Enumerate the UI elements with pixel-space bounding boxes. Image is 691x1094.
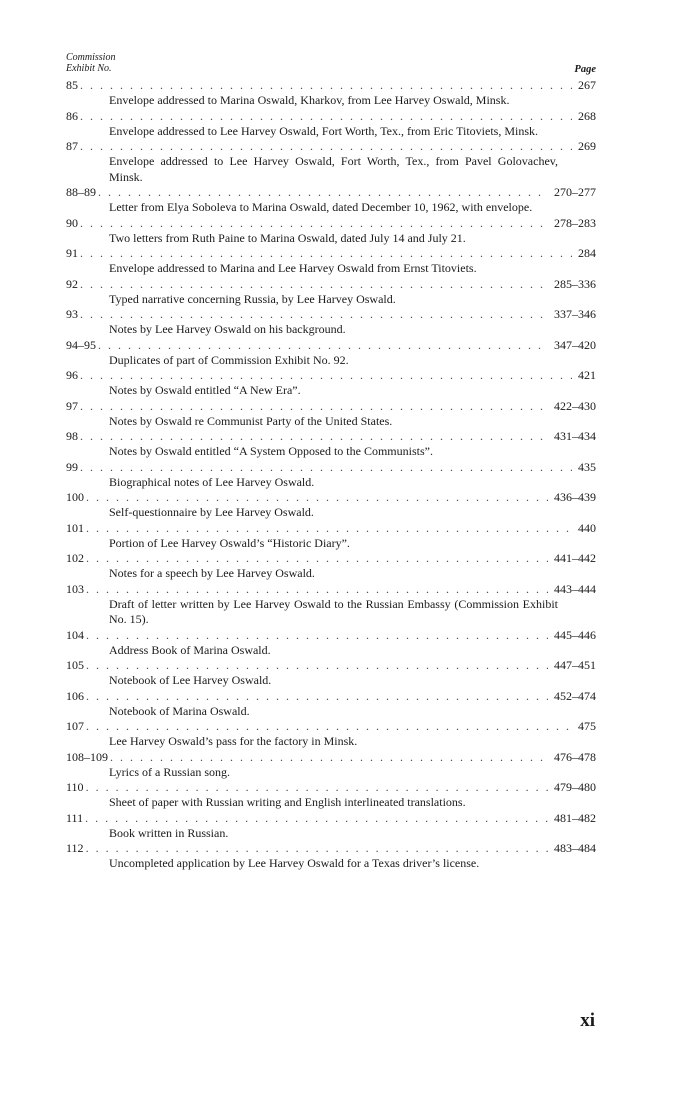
exhibit-number: 85 [66, 78, 78, 92]
exhibit-number: 99 [66, 459, 78, 474]
exhibit-leader-line [66, 185, 596, 200]
exhibit-description: Two letters from Ruth Paine to Marina Oswald, dated July 14 and July 21. [109, 230, 466, 245]
exhibit-number: 91 [66, 246, 78, 260]
dot-leader [86, 841, 548, 856]
dot-leader [80, 460, 572, 475]
exhibit-number: 111 [66, 810, 84, 825]
exhibit-leader-line [66, 811, 596, 826]
exhibit-leader-line [66, 551, 596, 566]
exhibit-description: Envelope addressed to Marina Oswald, Kharkov, from Lee Harvey Oswald, Minsk. [109, 93, 510, 107]
exhibit-entry [66, 307, 596, 338]
exhibit-leader-line [66, 338, 596, 353]
dot-leader [80, 307, 548, 322]
dot-leader [80, 216, 548, 231]
dot-leader [86, 658, 548, 673]
exhibit-leader-line [66, 841, 596, 856]
dot-leader [86, 780, 548, 795]
exhibit-number: 106 [66, 688, 84, 703]
exhibit-entry [66, 338, 596, 369]
dot-leader [80, 78, 572, 93]
exhibit-description: Biographical notes of Lee Harvey Oswald. [109, 474, 315, 489]
page-range: 435 [578, 459, 596, 474]
exhibit-leader-line [66, 490, 596, 505]
exhibit-number: 107 [66, 719, 84, 733]
exhibit-entry [66, 460, 596, 491]
exhibit-number: 93 [66, 307, 78, 321]
dot-leader [86, 582, 548, 597]
exhibit-number: 100 [66, 490, 84, 504]
dot-leader [80, 368, 572, 383]
page-range: 285–336 [554, 276, 596, 291]
exhibit-column-heading [66, 52, 115, 74]
exhibit-description: Sheet of paper with Russian writing and English interlineated translations. [109, 795, 466, 809]
exhibit-description: Address Book of Marina Oswald. [109, 642, 271, 657]
page-range: 270–277 [554, 185, 596, 199]
exhibit-entry [66, 399, 596, 430]
page-range: 481–482 [554, 810, 596, 825]
dot-leader [86, 719, 572, 734]
exhibit-leader-line [66, 582, 596, 597]
page-range: 440 [578, 520, 596, 535]
exhibit-description: Typed narrative concerning Russia, by Lee Harvey Oswald. [109, 291, 396, 306]
exhibit-entry [66, 689, 596, 720]
exhibit-leader-line [66, 521, 596, 536]
exhibit-entry [66, 780, 596, 811]
exhibit-number: 86 [66, 108, 78, 123]
dot-leader [86, 551, 548, 566]
dot-leader [80, 246, 572, 261]
dot-leader [80, 429, 548, 444]
exhibit-number: 112 [66, 841, 84, 855]
exhibit-entry [66, 551, 596, 582]
exhibit-entry [66, 368, 596, 399]
exhibit-number: 87 [66, 139, 78, 153]
exhibit-entry [66, 277, 596, 308]
exhibit-number: 108–109 [66, 749, 108, 764]
exhibit-number: 96 [66, 368, 78, 382]
page-range: 268 [578, 108, 596, 123]
exhibit-entry [66, 185, 596, 216]
exhibit-entry [66, 78, 596, 109]
page-range: 436–439 [554, 490, 596, 504]
exhibit-leader-line [66, 429, 596, 444]
exhibit-description: Notes for a speech by Lee Harvey Oswald. [109, 566, 315, 580]
exhibit-description: Lee Harvey Oswald’s pass for the factory in Minsk. [109, 734, 358, 748]
dot-leader [85, 811, 548, 826]
exhibit-entry [66, 139, 596, 185]
exhibit-entry [66, 841, 596, 872]
heading-line-commission: Commission [66, 52, 116, 63]
exhibit-description: Notes by Lee Harvey Oswald on his background. [109, 322, 346, 336]
exhibit-leader-line [66, 658, 596, 673]
page-range: 441–442 [554, 551, 596, 565]
dot-leader [98, 185, 548, 200]
page-range: 421 [578, 368, 596, 382]
exhibit-description: Notes by Oswald re Communist Party of the United States. [109, 413, 393, 428]
exhibit-entry [66, 109, 596, 140]
exhibit-leader-line [66, 139, 596, 154]
exhibit-entry [66, 750, 596, 781]
exhibit-leader-line [66, 460, 596, 475]
dot-leader [86, 628, 548, 643]
exhibit-description: Notes by Oswald entitled “A New Era”. [109, 383, 301, 397]
page-range: 443–444 [554, 581, 596, 596]
exhibit-leader-line [66, 246, 596, 261]
exhibit-description: Letter from Elya Soboleva to Marina Oswald, dated December 10, 1962, with envelope. [109, 200, 533, 214]
exhibit-number: 97 [66, 398, 78, 413]
page-range: 476–478 [554, 749, 596, 764]
exhibit-number: 90 [66, 215, 78, 230]
exhibit-entry [66, 246, 596, 277]
page-range: 284 [578, 246, 596, 260]
exhibit-leader-line [66, 216, 596, 231]
exhibit-number: 102 [66, 551, 84, 565]
dot-leader [80, 277, 548, 292]
exhibit-description: Lyrics of a Russian song. [109, 764, 230, 779]
exhibit-entry [66, 521, 596, 552]
exhibit-leader-line [66, 719, 596, 734]
exhibit-entry [66, 658, 596, 689]
exhibit-number: 98 [66, 429, 78, 443]
dot-leader [80, 109, 572, 124]
exhibit-description: Duplicates of part of Commission Exhibit No. 92. [109, 352, 349, 367]
exhibit-entry [66, 628, 596, 659]
exhibit-number: 92 [66, 276, 78, 291]
exhibit-leader-line [66, 780, 596, 795]
exhibit-leader-line [66, 277, 596, 292]
exhibit-description: Notes by Oswald entitled “A System Opposed to the Communists”. [109, 444, 433, 458]
exhibit-description: Book written in Russian. [109, 825, 229, 840]
exhibit-leader-line [66, 628, 596, 643]
page-range: 278–283 [554, 215, 596, 230]
page-range: 431–434 [554, 429, 596, 443]
exhibit-leader-line [66, 78, 596, 93]
page-range: 267 [578, 78, 596, 92]
exhibit-number: 94–95 [66, 337, 96, 352]
exhibit-leader-line [66, 368, 596, 383]
exhibit-number: 110 [66, 780, 84, 794]
exhibit-number: 105 [66, 658, 84, 672]
dot-leader [86, 490, 548, 505]
exhibit-entry [66, 216, 596, 247]
exhibit-number: 103 [66, 581, 84, 596]
exhibit-description: Notebook of Lee Harvey Oswald. [109, 673, 272, 687]
dot-leader [80, 139, 572, 154]
exhibit-entry [66, 490, 596, 521]
exhibit-description: Portion of Lee Harvey Oswald’s “Historic Diary”. [109, 535, 350, 550]
page-range: 347–420 [554, 337, 596, 352]
exhibit-description: Self-questionnaire by Lee Harvey Oswald. [109, 505, 314, 519]
exhibit-number: 104 [66, 627, 84, 642]
exhibit-list [66, 78, 596, 872]
dot-leader [86, 521, 572, 536]
dot-leader [98, 338, 548, 353]
page-range: 269 [578, 139, 596, 153]
exhibit-leader-line [66, 689, 596, 704]
page-range: 337–346 [554, 307, 596, 321]
page-column-heading: Page [574, 64, 596, 75]
dot-leader [80, 399, 548, 414]
exhibit-description: Draft of letter written by Lee Harvey Oswald to the Russian Embassy (Commission Exhibit No. 15). [109, 596, 558, 626]
exhibit-description: Envelope addressed to Lee Harvey Oswald, Fort Worth, Tex., from Eric Titoviets, Minsk. [109, 123, 539, 138]
exhibit-description: Envelope addressed to Marina and Lee Harvey Oswald from Ernst Titoviets. [109, 261, 477, 275]
page-range: 483–484 [554, 841, 596, 855]
page-range: 475 [578, 719, 596, 733]
exhibit-entry [66, 429, 596, 460]
page-range: 422–430 [554, 398, 596, 413]
exhibit-entry [66, 719, 596, 750]
exhibit-description: Notebook of Marina Oswald. [109, 703, 250, 718]
exhibit-number: 88–89 [66, 185, 96, 199]
exhibit-leader-line [66, 109, 596, 124]
page-range: 445–446 [554, 627, 596, 642]
exhibit-description: Envelope addressed to Lee Harvey Oswald, Fort Worth, Tex., from Pavel Golovachev, Minsk. [109, 154, 558, 184]
page-number: xi [580, 1010, 595, 1031]
page-range: 447–451 [554, 658, 596, 672]
page-range: 452–474 [554, 688, 596, 703]
dot-leader [86, 689, 548, 704]
page-range: 479–480 [554, 780, 596, 794]
exhibit-entry [66, 582, 596, 628]
heading-line-exhibit-no: Exhibit No. [66, 63, 112, 74]
exhibit-leader-line [66, 399, 596, 414]
exhibit-description: Uncompleted application by Lee Harvey Oswald for a Texas driver’s license. [109, 856, 480, 870]
exhibit-leader-line [66, 750, 596, 765]
dot-leader [110, 750, 548, 765]
exhibit-entry [66, 811, 596, 842]
exhibit-leader-line [66, 307, 596, 322]
exhibit-number: 101 [66, 520, 84, 535]
